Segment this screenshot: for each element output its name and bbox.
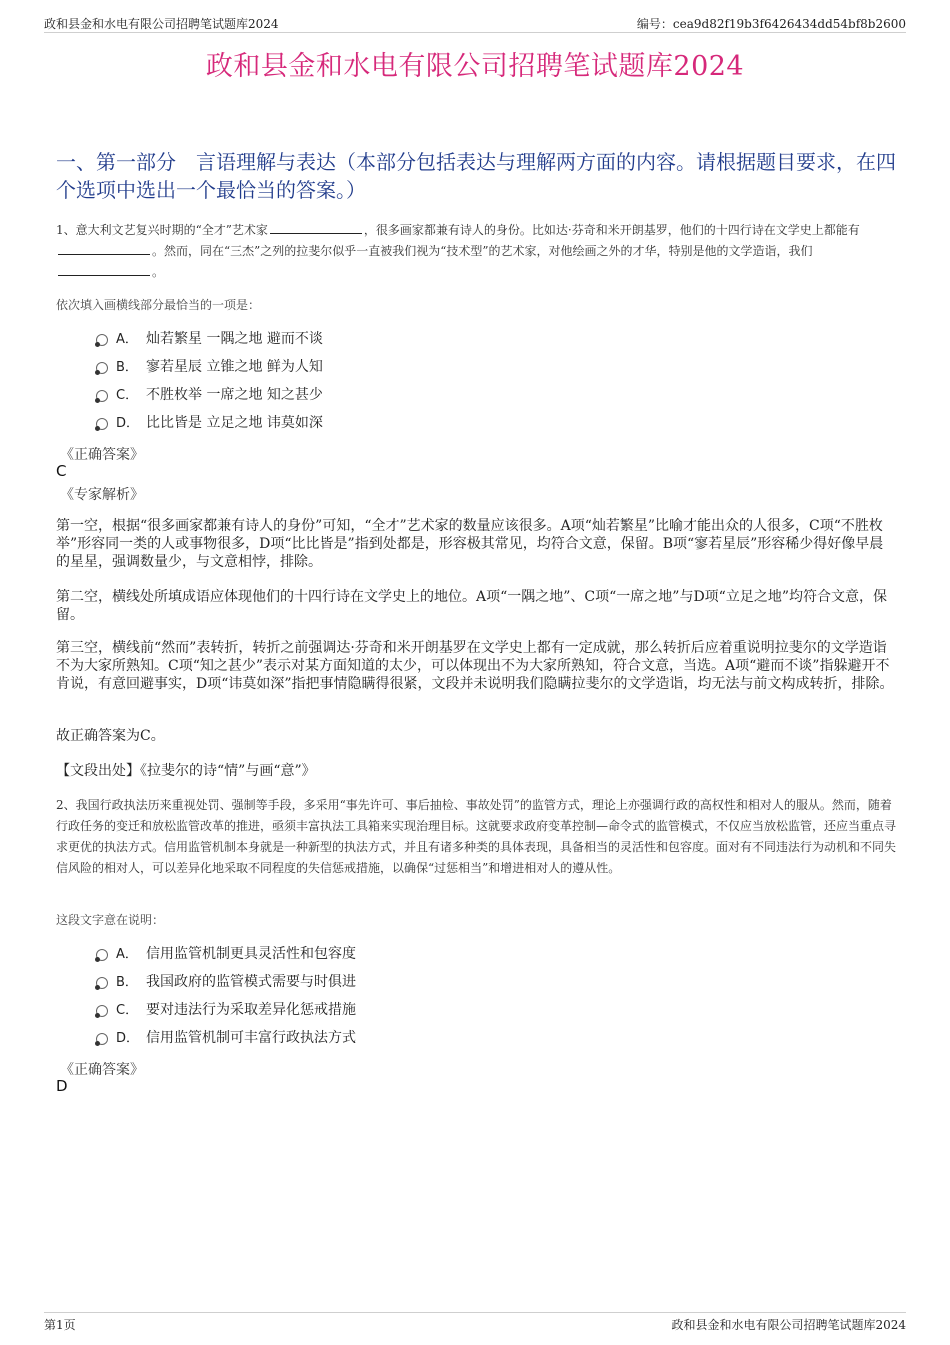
page-number: 第1页: [44, 1318, 76, 1332]
radio-icon[interactable]: [96, 1033, 108, 1045]
page-footer: [44, 1312, 906, 1333]
q1-option-c[interactable]: C． 不胜枚举 一席之地 知之甚少: [96, 385, 323, 405]
fill-blank: [270, 221, 362, 234]
answer-tag: 《正确答案》: [60, 1062, 144, 1078]
analysis-paragraph: 第二空，横线处所填成语应体现他们的十四行诗在文学史上的地位。A项“一隅之地”、C项“一席之地”与D项“立足之地”均符合文意，保留。: [56, 589, 887, 623]
header-doc-id: 编号：cea9d82f19b3f6426434dd54bf8b2600: [636, 17, 906, 31]
radio-icon[interactable]: [96, 977, 108, 989]
analysis-paragraph: 第一空，根据“很多画家都兼有诗人的身份”可知，“全才”艺术家的数量应该很多。A项“灿若繁星”比喻才能出众的人很多，C项“不胜枚举”形容同一类的人或事物很多，D项“比比皆是”指到处都是，形容极其常见，均符合文意，保留。B项“寥若星辰”形容稀少得好像早晨的星星，强调数量少，与文意相悖，排除。: [56, 518, 884, 570]
radio-icon[interactable]: [96, 418, 108, 430]
radio-icon[interactable]: [96, 362, 108, 374]
radio-icon[interactable]: [96, 1005, 108, 1017]
answer-tag: 《正确答案》: [60, 447, 144, 463]
fill-blank: [58, 242, 150, 255]
question-1-text: 1、意大利文艺复兴时期的“全才”艺术家 ，很多画家都兼有诗人的身份。比如达·芬奇和米开朗基罗，他们的十四行诗在文学史上都能有。然而，同在“三杰”之列的拉斐尔似乎一直被我们视为“技术型”的艺术家，对他绘画之外的才华，特别是他的文学造诣，我们。: [56, 223, 860, 279]
radio-icon[interactable]: [96, 390, 108, 402]
q2-option-c[interactable]: C． 要对违法行为采取差异化惩戒措施: [96, 1000, 356, 1020]
radio-icon[interactable]: [96, 334, 108, 346]
q2-option-a[interactable]: A． 信用监管机制更具灵活性和包容度: [96, 944, 356, 964]
page-title: 政和县金和水电有限公司招聘笔试题库2024: [205, 51, 745, 82]
q1-option-b[interactable]: B． 寥若星辰 立锥之地 鲜为人知: [96, 357, 323, 377]
q1-option-d[interactable]: D． 比比皆是 立足之地 讳莫如深: [96, 413, 323, 433]
analysis-paragraph: 第三空，横线前“然而”表转折，转折之前强调达·芬奇和米开朗基罗在文学史上都有一定成就，那么转折后应着重说明拉斐尔的文学造诣不为大家所熟知。C项“知之甚少”表示对某方面知道的太少，可以体现出不为大家所熟知，符合文意，当选。A项“避而不谈”指躲避开不肯说，有意回避事实，D项“讳莫如深”指把事情隐瞒得很紧，文段并未说明我们隐瞒拉斐尔的文学造诣，均无法与前文构成转折，排除。: [56, 640, 894, 692]
q2-option-d[interactable]: D． 信用监管机制可丰富行政执法方式: [96, 1028, 356, 1048]
question-2-text: 2、我国行政执法历来重视处罚、强制等手段，多采用“事先许可、事后抽检、事故处罚”的监管方式，理论上亦强调行政的高权性和相对人的服从。然而，随着行政任务的变迁和放松监管改革的推进，亟须丰富执法工具箱来实现治理目标。这就要求政府变革控制—命令式的监管模式，不仅应当放松监管，还应当重点寻求更优的执法方式。信用监管机制本身就是一种新型的执法方式，并且有诸多种类的具体表现，具备相当的灵活性和包容度。面对有不同违法行为动机和不同失信风险的相对人，可以差异化地采取不同程度的失信惩戒措施，以确保“过惩相当”和增进相对人的遵从性。: [56, 798, 897, 875]
question-2-prompt: 这段文字意在说明：: [56, 913, 165, 927]
page-header: [44, 14, 906, 33]
q2-option-b[interactable]: B． 我国政府的监管模式需要与时俱进: [96, 972, 356, 992]
radio-icon[interactable]: [96, 949, 108, 961]
answer-value: D: [56, 1077, 68, 1095]
question-1-prompt: 依次填入画横线部分最恰当的一项是：: [56, 298, 261, 312]
answer-value: C: [56, 462, 67, 480]
analysis-conclusion: 故正确答案为C。: [56, 728, 165, 744]
source-citation: 【文段出处】《拉斐尔的诗“情”与画“意”》: [56, 763, 316, 779]
q1-option-a[interactable]: A． 灿若繁星 一隅之地 避而不谈: [96, 329, 323, 349]
footer-doc-title: 政和县金和水电有限公司招聘笔试题库2024: [671, 1318, 906, 1332]
section-heading: 一、第一部分 言语理解与表达（本部分包括表达与理解两方面的内容。请根据题目要求，在四个选项中选出一个最恰当的答案。）: [56, 150, 896, 202]
header-doc-title: 政和县金和水电有限公司招聘笔试题库2024: [44, 17, 279, 31]
analysis-tag: 《专家解析》: [60, 487, 144, 503]
fill-blank: [58, 263, 150, 276]
